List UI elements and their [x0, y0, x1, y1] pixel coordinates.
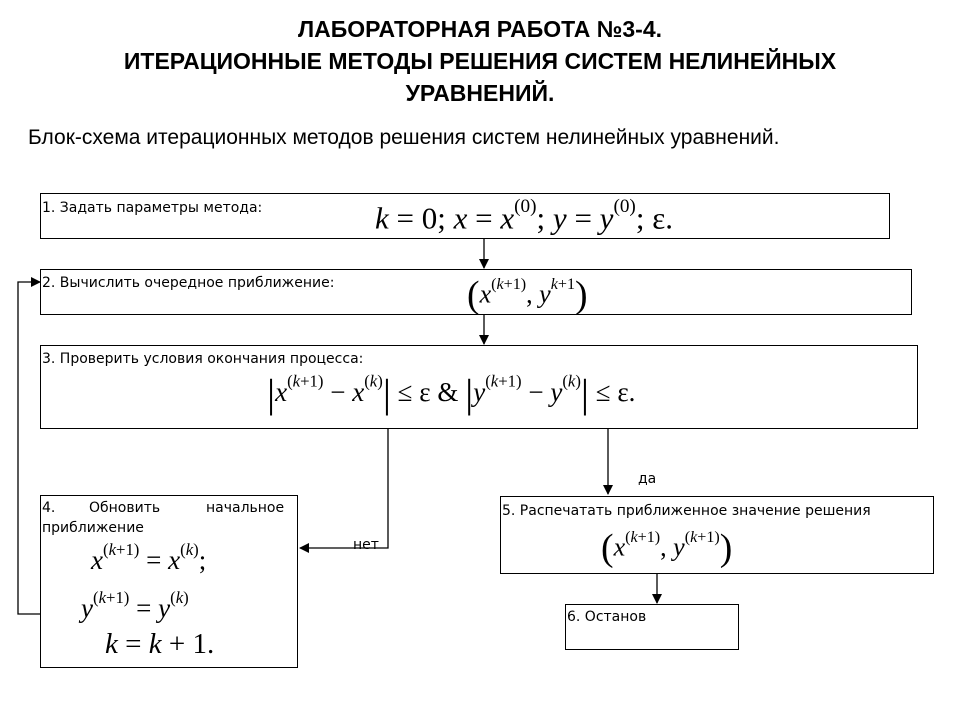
arrow-3-to-4 [300, 428, 388, 548]
branch-no-label: нет [353, 537, 379, 553]
title-line-3: УРАВНЕНИЙ. [405, 80, 555, 106]
block-5-formula: ($x^{(k+1)}$, $y^{(k+1)}$) [601, 527, 733, 569]
block-3-formula: $|x^{(k+1)} - x^{(k)}| \le \varepsilon$ & $|y^{(k+1)} - y^{(k)}| \le \varepsilon$. [267, 371, 636, 416]
block-2-compute-approximation [40, 269, 912, 315]
block-1-set-parameters [40, 193, 890, 239]
branch-yes-label: да [638, 471, 657, 487]
block-3-check-condition [40, 345, 918, 429]
block-1-formula: k = 0; $x = x^{(0)}$; $y = y^{(0)}$; ε. [375, 196, 673, 236]
block-3-label: 3. Проверить условия окончания процесса: [42, 351, 364, 367]
subtitle: Блок-схема итерационных методов решения систем нелинейных уравнений. [28, 126, 780, 149]
block-4-formula-k: k = k + 1. [105, 628, 215, 660]
block-4-formula-y: $y^{(k+1)} = y^{(k)}$ [81, 588, 189, 624]
block-1-label: 1. Задать параметры метода: [42, 200, 263, 216]
title-line-2: ИТЕРАЦИОННЫЕ МЕТОДЫ РЕШЕНИЯ СИСТЕМ НЕЛИНЕЙНЫХ [123, 48, 837, 74]
block-5-print-solution [500, 496, 934, 574]
block-4-label-word-2: начальное [206, 500, 285, 516]
block-4-update-approximation [40, 495, 298, 668]
block-2-label: 2. Вычислить очередное приближение: [42, 275, 335, 291]
block-4-label-number: 4. [42, 500, 56, 516]
block-6-label: 6. Останов [567, 609, 647, 625]
arrow-4-to-2-loop [18, 282, 41, 614]
title-line-1: ЛАБОРАТОРНАЯ РАБОТА №3-4. [297, 16, 663, 42]
block-4-label-word-3: приближение [42, 520, 144, 536]
block-2-formula: ($x^{(k+1)}$, $y^{k+1}$) [467, 274, 588, 316]
block-5-label: 5. Распечатать приближенное значение решения [502, 503, 871, 519]
block-6-stop [565, 604, 739, 650]
block-4-formula-x: $x^{(k+1)} = x^{(k)}$; [91, 540, 207, 576]
block-4-label-word-1: Обновить [89, 500, 161, 516]
